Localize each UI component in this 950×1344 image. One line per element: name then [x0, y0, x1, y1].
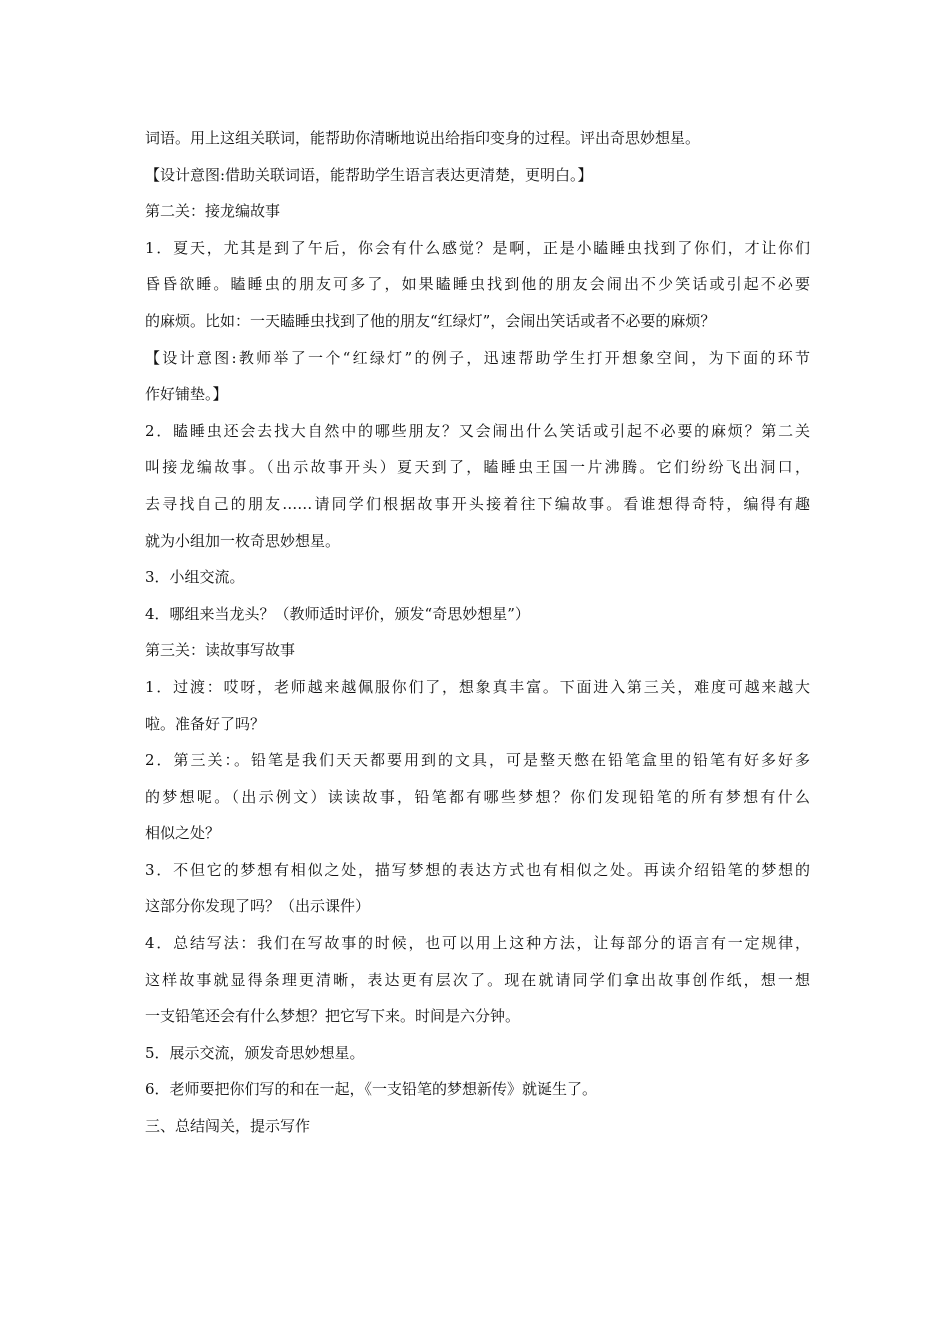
text-line: 一支铅笔还会有什么梦想？把它写下来。时间是六分钟。	[145, 1007, 521, 1026]
text-line: 2．第三关：。铅笔是我们天天都要用到的文具，可是整天憋在铅笔盒里的铅笔有好多好多	[145, 751, 810, 770]
text-line: 相似之处？	[145, 824, 221, 843]
text-line: 3．小组交流。	[145, 568, 245, 587]
text-line: 叫接龙编故事。（出示故事开头）夏天到了，瞌睡虫王国一片沸腾。它们纷纷飞出洞口，	[145, 458, 810, 477]
text-line: 5．展示交流，颁发奇思妙想星。	[145, 1043, 365, 1062]
text-line: 的梦想呢。（出示例文）读读故事，铅笔都有哪些梦想？你们发现铅笔的所有梦想有什么	[145, 787, 810, 806]
text-line: 这部分你发现了吗？（出示课件）	[145, 897, 371, 916]
text-line: 这样故事就显得条理更清晰，表达更有层次了。现在就请同学们拿出故事创作纸，想一想	[145, 970, 810, 989]
text-line: 词语。用上这组关联词，能帮助你清晰地说出给指印变身的过程。评出奇思妙想星。	[145, 129, 701, 147]
text-line: 6．老师要把你们写的和在一起，《一支铅笔的梦想新传》就诞生了。	[145, 1080, 598, 1099]
text-line: 1．过渡：哎呀，老师越来越佩服你们了，想象真丰富。下面进入第三关，难度可越来越大	[145, 677, 810, 696]
section-heading: 三、总结闯关，提示写作	[145, 1117, 311, 1136]
text-line: 就为小组加一枚奇思妙想星。	[145, 531, 341, 550]
text-line: 的麻烦。比如：一天瞌睡虫找到了他的朋友“红绿灯”，会闹出笑话或者不必要的麻烦？	[145, 311, 716, 330]
text-line: 3．不但它的梦想有相似之处，描写梦想的表达方式也有相似之处。再读介绍铅笔的梦想的	[145, 860, 810, 879]
text-line: 4．哪组来当龙头？（教师适时评价，颁发“奇思妙想星”）	[145, 604, 530, 623]
section-heading: 第三关：读故事写故事	[145, 641, 296, 660]
section-heading: 第二关：接龙编故事	[145, 202, 281, 221]
text-line: 啦。准备好了吗？	[145, 714, 266, 733]
text-line: 【设计意图:借助关联词语，能帮助学生语言表达更清楚，更明白。】	[145, 165, 593, 184]
text-line: 4．总结写法：我们在写故事的时候，也可以用上这种方法，让每部分的语言有一定规律，	[145, 934, 810, 953]
text-line: 昏昏欲睡。瞌睡虫的朋友可多了，如果瞌睡虫找到他的朋友会闹出不少笑话或引起不必要	[145, 275, 810, 294]
text-line: 作好铺垫。】	[145, 385, 228, 404]
text-line: 2．瞌睡虫还会去找大自然中的哪些朋友？又会闹出什么笑话或引起不必要的麻烦？第二关	[145, 421, 810, 440]
text-line: 【设计意图:教师举了一个“红绿灯”的例子，迅速帮助学生打开想象空间，为下面的环节	[145, 348, 810, 367]
text-line: 1．夏天，尤其是到了午后，你会有什么感觉？是啊，正是小瞌睡虫找到了你们，才让你们	[145, 238, 810, 257]
text-line: 去寻找自己的朋友……请同学们根据故事开头接着往下编故事。看谁想得奇特，编得有趣	[145, 494, 810, 513]
document-body	[145, 120, 810, 1145]
